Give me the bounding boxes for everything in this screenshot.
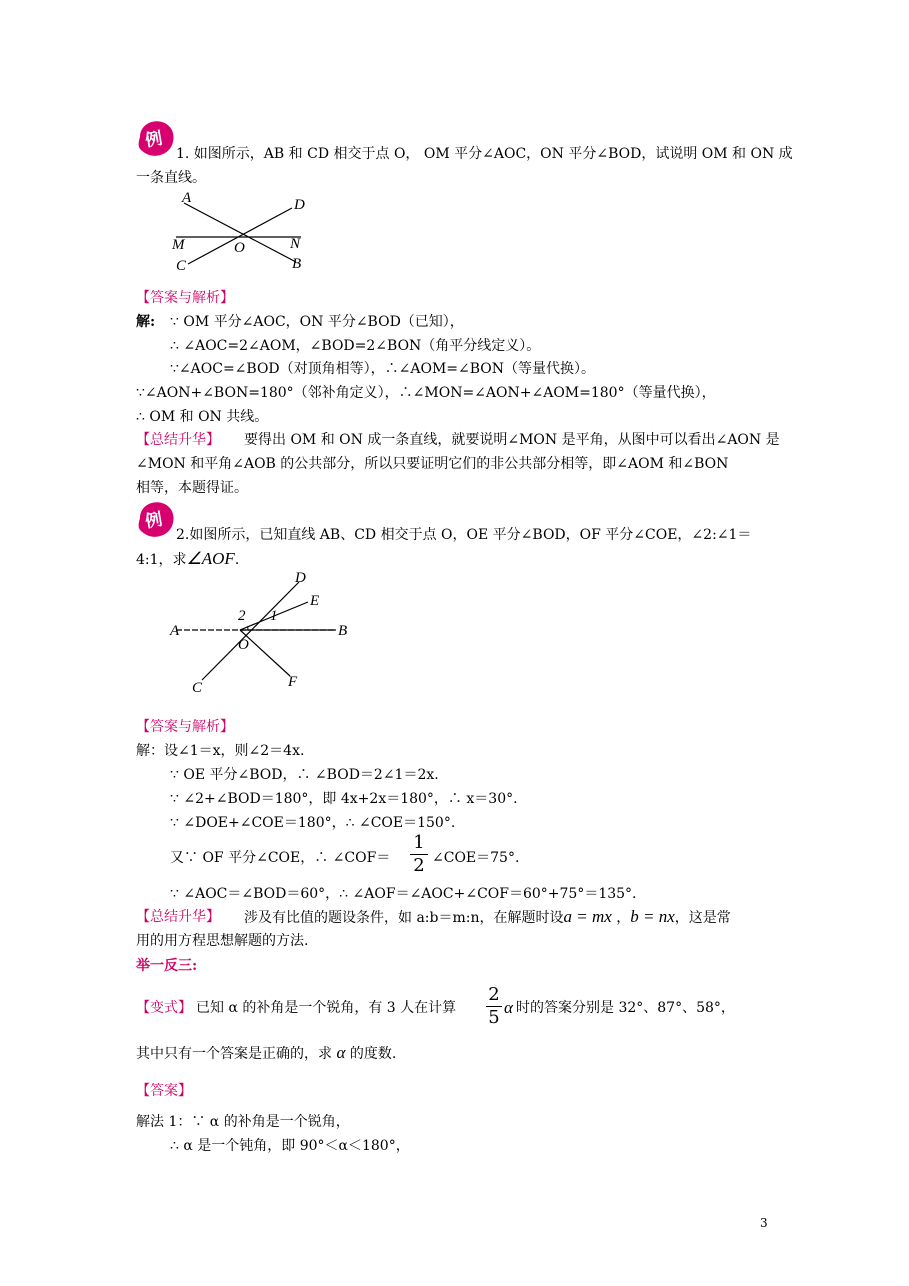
sol3-line2: ∴ α 是一个钝角，即 90°＜α＜180°，	[170, 1138, 410, 1154]
label-N: N	[290, 236, 301, 252]
answer-header-3: 【答案】	[136, 1083, 192, 1099]
summary2-line2: 用的用方程思想解题的方法.	[136, 933, 309, 949]
label-F: F	[288, 674, 298, 690]
sol1-line1: ∵ OM 平分∠AOC，ON 平分∠BOD（已知），	[170, 314, 464, 330]
label-1: 1	[270, 608, 278, 624]
label-O: O	[234, 240, 245, 256]
label-D: D	[294, 197, 305, 213]
label-B: B	[338, 623, 348, 639]
sol2-line4: ∵ ∠DOE+∠COE＝180°，∴ ∠COE＝150°.	[170, 815, 456, 831]
label-A: A	[182, 190, 192, 206]
sol2-line5b: ∠COE＝75°.	[432, 850, 520, 866]
label-M: M	[172, 237, 185, 253]
label-B: B	[292, 256, 302, 272]
variant-line1b: 时的答案分别是 32°、87°、58°，	[516, 1000, 735, 1016]
sol2-line3: ∵ ∠2+∠BOD＝180°，即 4x+2x＝180°，∴ x＝30°.	[170, 791, 518, 807]
sol1-line2: ∴ ∠AOC=2∠AOM，∠BOD=2∠BON（角平分线定义）。	[170, 338, 541, 354]
sol1-line5: ∴ OM 和 ON 共线。	[136, 409, 269, 425]
sol2-line1: 解：设∠1＝x，则∠2＝4x.	[136, 743, 305, 759]
variant-line2: 其中只有一个答案是正确的，求 α 的度数.	[136, 1043, 397, 1062]
summary-header-1: 【总结升华】	[136, 432, 220, 448]
summary1-line1: 要得出 OM 和 ON 成一条直线，就要说明∠MON 是平角，从图中可以看出∠AON 是	[244, 432, 780, 448]
example-badge: 例	[136, 119, 176, 159]
variant-line1a: 已知 α 的补角是一个锐角，有 3 人在计算	[196, 1000, 457, 1016]
example-badge-2: 例	[136, 500, 176, 540]
answer-header-1: 【答案与解析】	[136, 290, 234, 306]
sol1-prefix: 解:	[136, 314, 156, 330]
sol3-line1: 解法 1：∵ α 的补角是一个锐角，	[136, 1114, 350, 1130]
sol1-line4: ∵∠AON+∠BON=180°（邻补角定义），∴∠MON=∠AON+∠AOM=180°（等量代换），	[136, 385, 716, 401]
label-2: 2	[238, 608, 246, 624]
example2-line2: 4:1，求∠AOF.	[136, 549, 240, 568]
label-E: E	[310, 593, 320, 609]
summary1-line2: ∠MON 和平角∠AOB 的公共部分，所以只要证明它们的非公共部分相等，即∠AOM 和∠BON	[136, 456, 729, 472]
page-number: 3	[760, 1216, 768, 1230]
example1-line1: 1. 如图所示，AB 和 CD 相交于点 O， OM 平分∠AOC，ON 平分∠BOD，试说明 OM 和 ON 成	[176, 146, 793, 162]
alpha-symbol: α	[504, 998, 513, 1017]
answer-header-2: 【答案与解析】	[136, 719, 234, 735]
fraction-two-fifths: $\frac{2}{5}$	[486, 984, 502, 1029]
sol2-line5a: 又∵ OF 平分∠COE，∴ ∠COF＝	[170, 850, 391, 866]
sol2-line2: ∵ OE 平分∠BOD，∴ ∠BOD＝2∠1＝2x.	[170, 767, 439, 783]
summary2-line1: 涉及有比值的题设条件，如 a:b＝m:n，在解题时设a = mx ，b = nx，这是常	[244, 907, 731, 926]
variant-tag: 【变式】	[136, 1000, 192, 1016]
figure-1	[166, 190, 316, 279]
label-C: C	[192, 680, 203, 696]
label-C: C	[176, 258, 187, 274]
practice-header: 举一反三:	[136, 958, 198, 974]
sol1-line3: ∵∠AOC=∠BOD（对顶角相等），∴∠AOM=∠BON（等量代换）。	[170, 361, 596, 377]
label-O: O	[238, 637, 249, 653]
label-D: D	[295, 570, 306, 586]
example2-line1: 2.如图所示，已知直线 AB、CD 相交于点 O，OE 平分∠BOD，OF 平分∠COE，∠2:∠1＝	[176, 527, 752, 543]
summary1-line3: 相等，本题得证。	[136, 480, 248, 496]
sol2-line6: ∵ ∠AOC＝∠BOD＝60°，∴ ∠AOF＝∠AOC+∠COF＝60°+75°＝135°.	[170, 886, 637, 902]
example1-line2: 一条直线。	[136, 170, 206, 186]
figure-2	[166, 568, 356, 700]
summary-header-2: 【总结升华】	[136, 909, 220, 925]
fraction-half: $\frac{1}{2}$	[410, 832, 428, 877]
label-A: A	[170, 623, 180, 639]
